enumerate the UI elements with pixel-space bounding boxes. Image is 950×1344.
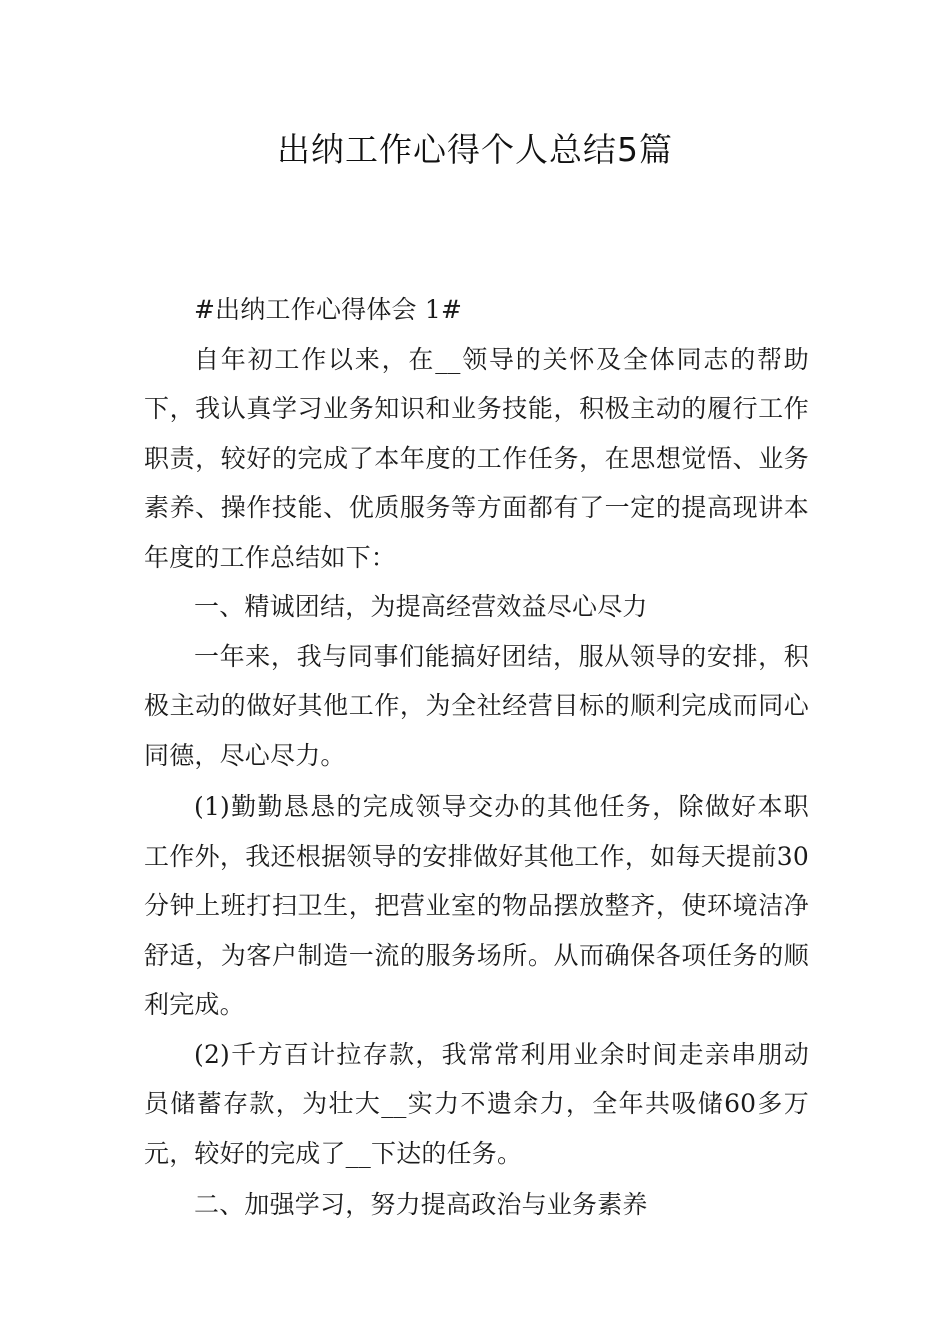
paragraph-intro: 自年初工作以来，在__领导的关怀及全体同志的帮助下，我认真学习业务知识和业务技能，积极主动的履行工作职责，较好的完成了本年度的工作任务，在思想觉悟、业务素养、操作技能、优质服务等方面都有了一定的提高现讲本年度的工作总结如下：: [144, 344, 809, 572]
paragraph-unity: 一年来，我与同事们能搞好团结，服从领导的安排，积极主动的做好其他工作，为全社经营目标的顺利完成而同心同德，尽心尽力。: [144, 641, 809, 770]
document-body: [144, 285, 809, 1230]
section-heading-1: #出纳工作心得体会 1#: [194, 295, 463, 324]
paragraph-item-2: (2)千方百计拉存款，我常常利用业余时间走亲串朋动员储蓄存款，为壮大__实力不遗余力，全年共吸储60多万元，较好的完成了__下达的任务。: [144, 1039, 809, 1168]
document-title: 出纳工作心得个人总结5篇: [277, 130, 673, 169]
paragraph-item-1: (1)勤勤恳恳的完成领导交办的其他任务，除做好本职工作外，我还根据领导的安排做好其他工作，如每天提前30分钟上班打扫卫生，把营业室的物品摆放整齐，使环境洁净舒适，为客户制造一流的服务场所。从而确保各项任务的顺利完成。: [144, 792, 809, 1019]
subheading-study: 二、加强学习，努力提高政治与业务素养: [194, 1190, 648, 1219]
subheading-unity: 一、精诚团结，为提高经营效益尽心尽力: [194, 592, 648, 621]
